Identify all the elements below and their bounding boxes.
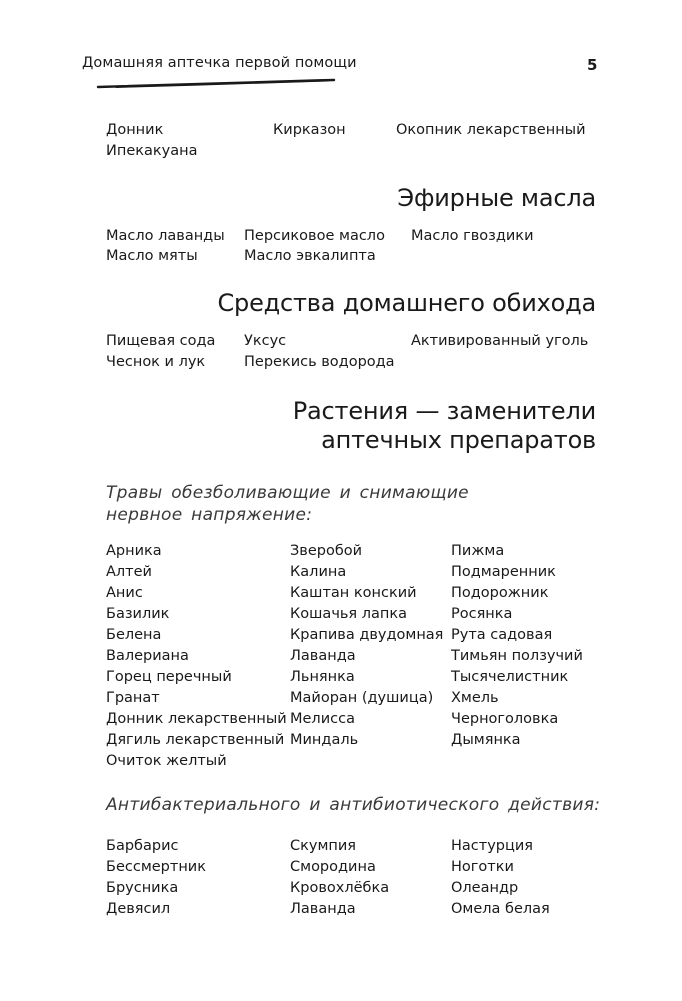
list-item: Лаванда [290, 648, 356, 664]
section-heading-household: Средства домашнего обихода [217, 289, 596, 317]
list-item: Черноголовка [451, 711, 559, 727]
list-item: Подорожник [451, 585, 549, 601]
list-item: Дымянка [451, 732, 521, 748]
list-item: Тысячелистник [451, 669, 569, 685]
list-item: Скумпия [290, 838, 357, 854]
list-item: Настурция [451, 838, 534, 854]
list-item: Калина [290, 564, 347, 580]
list-item: Алтей [106, 564, 152, 580]
list-item: Активированный уголь [411, 333, 589, 349]
list-item: Смородина [290, 859, 376, 875]
section-heading-plants-line2: аптечных препаратов [321, 426, 596, 454]
list-item: Брусника [106, 880, 179, 896]
subheading-analgesic: Травы обезболивающие и снимающие [106, 483, 469, 503]
list-item: Подмаренник [451, 564, 556, 580]
list-item: Базилик [106, 606, 170, 622]
list-item: Персиковое масло [244, 228, 385, 244]
list-item: Анис [106, 585, 143, 601]
section-heading-plants: Растения — заменители [292, 397, 596, 425]
list-item: Горец перечный [106, 669, 232, 685]
list-item: Ипекакуана [106, 143, 198, 159]
list-item: Дягиль лекарственный [106, 732, 285, 748]
list-item: Льнянка [290, 669, 355, 685]
list-item: Девясил [106, 901, 171, 917]
list-item: Масло эвкалипта [244, 248, 376, 264]
list-item: Барбарис [106, 838, 179, 854]
list-item: Бессмертник [106, 859, 206, 875]
subheading-analgesic-line2: нервное напряжение: [106, 505, 313, 525]
list-item: Кровохлёбка [290, 880, 390, 896]
list-item: Олеандр [451, 880, 519, 896]
list-item: Гранат [106, 690, 160, 706]
list-item: Донник [106, 122, 164, 138]
list-item: Масло мяты [106, 248, 198, 264]
list-item: Очиток желтый [106, 753, 227, 769]
list-item: Тимьян ползучий [451, 648, 583, 664]
list-item: Каштан конский [290, 585, 417, 601]
list-item: Белена [106, 627, 162, 643]
list-item: Ноготки [451, 859, 514, 875]
list-item: Чеснок и лук [106, 354, 206, 370]
list-item: Рута садовая [451, 627, 553, 643]
list-item: Крапива двудомная [290, 627, 444, 643]
list-item: Росянка [451, 606, 513, 622]
page-number: 5 [587, 56, 598, 74]
brush-stroke-divider [96, 78, 336, 90]
list-item: Кирказон [273, 122, 346, 138]
running-title: Домашняя аптечка первой помощи [82, 55, 357, 71]
list-item: Хмель [451, 690, 499, 706]
list-item: Масло гвоздики [411, 228, 534, 244]
subheading-antibacterial: Антибактериального и антибиотического действия: [106, 795, 601, 815]
list-item: Пищевая сода [106, 333, 216, 349]
list-item: Омела белая [451, 901, 550, 917]
list-item: Пижма [451, 543, 505, 559]
list-item: Масло лаванды [106, 228, 225, 244]
list-item: Уксус [244, 333, 287, 349]
section-heading-essential-oils: Эфирные масла [397, 184, 596, 212]
list-item: Валериана [106, 648, 189, 664]
list-item: Арника [106, 543, 162, 559]
list-item: Окопник лекарственный [396, 122, 586, 138]
list-item: Донник лекарственный [106, 711, 287, 727]
list-item: Лаванда [290, 901, 356, 917]
list-item: Миндаль [290, 732, 359, 748]
list-item: Кошачья лапка [290, 606, 408, 622]
list-item: Перекись водорода [244, 354, 395, 370]
list-item: Майоран (душица) [290, 690, 434, 706]
list-item: Мелисса [290, 711, 355, 727]
list-item: Зверобой [290, 543, 363, 559]
